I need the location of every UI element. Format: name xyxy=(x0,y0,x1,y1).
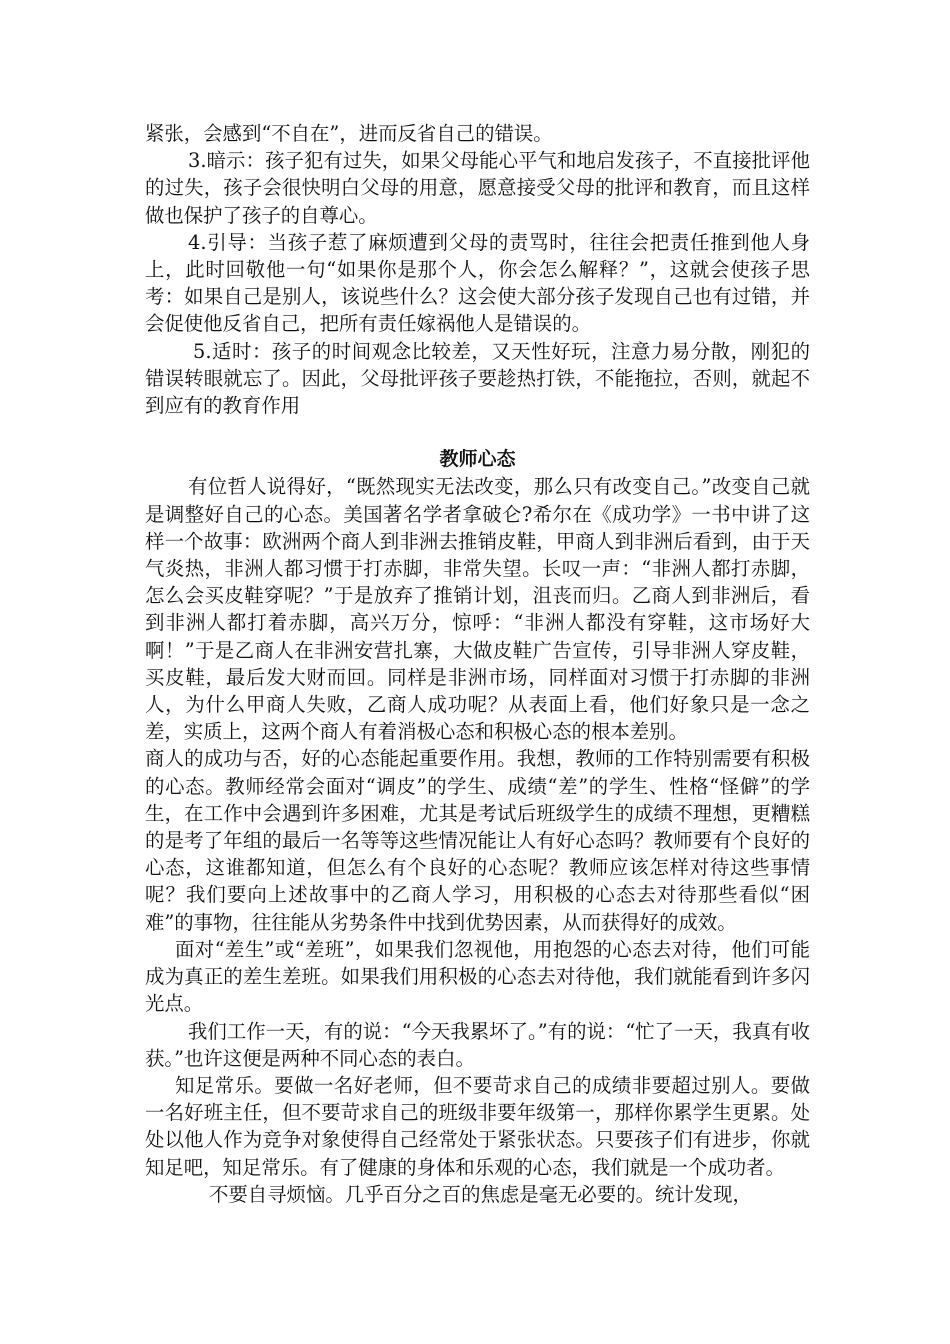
paragraph-no-worry: 不要自寻烦恼。几乎百分之百的焦虑是毫无必要的。统计发现， xyxy=(209,1182,752,1206)
paragraph-philosopher: 有位哲人说得好，“既然现实无法改变，那么只有改变自己。”改变自己就是调整好自己的心态。美国著名学者拿破仑?希尔在《成功学》一书中讲了这样一个故事：欧洲两个商人到非洲去推销皮鞋，甲商人到非洲后看到，由于天气炎热，非洲人都习惯于打赤脚，非常失望。长叹一声：“非洲人都打赤脚，怎么会买皮鞋穿呢？”于是放弃了推销计划，沮丧而归。乙商人到非洲后，看到非洲人都打着赤脚，高兴万分，惊呼：“非洲人都没有穿鞋，这市场好大啊！”于是乙商人在非洲安营扎寨，大做皮鞋广告宣传，引导非洲人穿皮鞋，买皮鞋，最后发大财而回。同样是非洲市场，同样面对习惯于打赤脚的非洲人，为什么甲商人失败，乙商人成功呢？从表面上看，他们好象只是一念之差，实质上，这两个商人有着消极心态和积极心态的根本差别。 xyxy=(145,475,810,744)
document-body xyxy=(145,120,810,1208)
paragraph-hint: 3.暗示：孩子犯有过失，如果父母能心平气和地启发孩子，不直接批评他的过失，孩子会很快明白父母的用意，愿意接受父母的批评和教育，而且这样做也保护了孩子的自尊心。 xyxy=(145,149,810,227)
paragraph-contentment: 知足常乐。要做一名好老师，但不要苛求自己的成绩非要超过别人。要做一名好班主任，但不要苛求自己的班级非要年级第一，那样你累学生更累。处处以他人作为竞争对象使得自己经常处于紧张状态。只要孩子们有进步，你就知足吧，知足常乐。有了健康的身体和乐观的心态，我们就是一个成功者。 xyxy=(145,1073,810,1179)
paragraph-merchants: 商人的成功与否，好的心态能起重要作用。我想，教师的工作特别需要有积极的心态。教师经常会面对“调皮”的学生、成绩“差”的学生、性格“怪僻”的学生，在工作中会遇到许多困难，尤其是考试后班级学生的成绩不理想，更糟糕的是考了年组的最后一名等等这些情况能让人有好心态吗？教师要有个良好的心态，这谁都知道，但怎么有个良好的心态呢？教师应该怎样对待这些事情呢？我们要向上述故事中的乙商人学习，用积极的心态去对待那些看似“困难”的事物，往往能从劣势条件中找到优势因素，从而获得好的成效。 xyxy=(145,747,810,934)
paragraph-timely: 5.适时：孩子的时间观念比较差，又天性好玩，注意力易分散，刚犯的错误转眼就忘了。因此，父母批评孩子要趁热打铁，不能拖拉，否则，就起不到应有的教育作用 xyxy=(145,339,810,418)
paragraph-guide: 4.引导：当孩子惹了麻烦遭到父母的责骂时，往往会把责任推到他人身上，此时回敬他一句“如果你是那个人，你会怎么解释？”，这就会使孩子思考：如果自己是别人，该说些什么？这会使大部分孩子发现自己也有过错，并会促使他反省自己，把所有责任嫁祸他人是错误的。 xyxy=(145,230,810,336)
paragraph-continuation: 紧张，会感到“不自在”，进而反省自己的错误。 xyxy=(145,122,553,145)
paragraph-work-day: 我们工作一天，有的说：“今天我累坏了。”有的说：“忙了一天，我真有收获。”也许这便是两种不同心态的表白。 xyxy=(145,1019,810,1070)
section-title: 教师心态 xyxy=(439,448,516,471)
paragraph-poor-students: 面对“差生”或“差班”，如果我们忽视他，用抱怨的心态去对待，他们可能成为真正的差生差班。如果我们用积极的心态去对待他，我们就能看到许多闪光点。 xyxy=(145,937,810,1016)
